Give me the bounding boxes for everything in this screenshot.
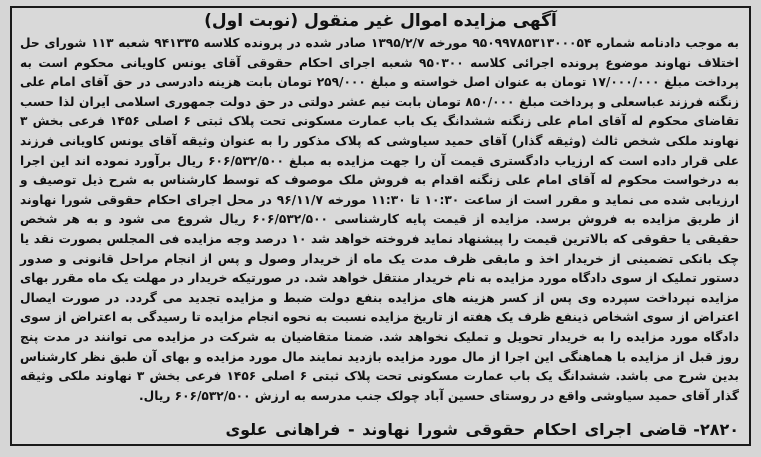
notice-body: به موجب دادنامه شماره ۹۵۰۹۹۷۸۵۳۱۳۰۰۰۵۴ مورخه ۱۳۹۵/۲/۷ صادر شده در پرونده کلاسه ۹۴۱۳۳۵ شعبه ۱۱۳ شورای حل اختلاف نهاوند موضوع پرونده اجرائی کلاسه ۹۵۰۳۰۰ شعبه اجرای احکام حقوقی آقای یونس کاویانی محکوم است به پرداخت مبلغ ۱۷/۰۰۰/۰۰۰ تومان به عنوان اصل خواسته و مبلغ ۲۵۹/۰۰۰ تومان بابت هزینه دادرسی در حق آقای امام علی زنگنه فرزند عباسعلی و پرداخت مبلغ ۸۵۰/۰۰۰ تومان بابت نیم عشر دولتی در حق دولت جمهوری اسلامی ایران لذا حسب تقاضای محکوم له آقای امام علی زنگنه ششدانگ یک باب عمارت مسکونی تحت پلاک ثبتی ۶ اصلی ۱۴۵۶ فرعی بخش ۳ نهاوند ملکی شخص ثالث (وثیقه گذار) آقای حمید سیاوشی که پلاک مذکور را به عنوان وثیقه آقای یونس کاویانی فرزند علی قرار داده است که ارزیاب دادگستری قیمت آن را جهت مزایده به مبلغ ۶۰۶/۵۳۲/۵۰۰ ریال برآورد نموده اند این اجرا به درخواست محکوم له آقای امام علی زنگنه اقدام به فروش ملک موصوف که توسط کارشناس به شرح ذیل توصیف و ارزیابی شده می نماید و مقرر است از ساعت ۱۰:۳۰ تا ۱۱:۳۰ مورخه ۹۶/۱۱/۷ در محل اجرای احکام حقوقی شورا نهاوند از طریق مزایده به فروش برسد. مزایده از قیمت پایه کارشناسی ۶۰۶/۵۳۲/۵۰۰ ریال شروع می شود و به هر شخص حقیقی یا حقوقی که بالاترین قیمت را پیشنهاد نماید فروخته خواهد شد ۱۰ درصد وجه مزایده فی المجلس بصورت نقد یا چک بانکی تضمینی از خریدار اخذ و مابقی ظرف مدت یک ماه از خریدار وصول و پس از انجام مراحل قانونی و صدور دستور تملیک از سوی دادگاه مورد مزایده به نام خریدار منتقل خواهد شد. در صورتیکه خریدار در مهلت یک ماه مقرر بهای مزایده نپرداخت سپرده وی پس از کسر هزینه های مزایده بنفع دولت ضبط و مزایده تجدید می گردد. در صورت ایصال اعتراض از سوی اشخاص ذینفع ظرف یک هفته از تاریخ مزایده نسبت به نحوه انجام مزایده تا رسیدگی به اعتراض از سوی دادگاه مورد مزایده را به خریدار تحویل و تملیک نخواهد شد. ضمنا متقاضیان به شرکت در مزایده می توانند در مدت پنج روز قبل از مزایده با هماهنگی این اجرا از مال مورد مزایده بازدید نمایند مال مورد مزایده و بهای آن طبق نظر کارشناس بدین شرح می باشد. ششدانگ یک باب عمارت مسکونی تحت پلاک ثبتی ۶ اصلی ۱۴۵۶ فرعی بخش ۳ نهاوند ملکی وثیقه گذار آقای حمید سیاوشی واقع در روستای حسین آباد چولک جنب مدرسه به ارزش ۶۰۶/۵۳۲/۵۰۰ ریال.	[20, 36, 740, 403]
notice-border-box	[10, 6, 751, 446]
notice-code: ۲۸۲۰-	[693, 420, 739, 439]
notice-title: آگهی مزایده اموال غیر منقول (نوبت اول)	[204, 11, 557, 31]
notice-footer	[18, 419, 739, 441]
notice-signatory: قاضی اجرای احکام حقوقی شورا نهاوند - فراهانی علوی	[225, 420, 688, 439]
